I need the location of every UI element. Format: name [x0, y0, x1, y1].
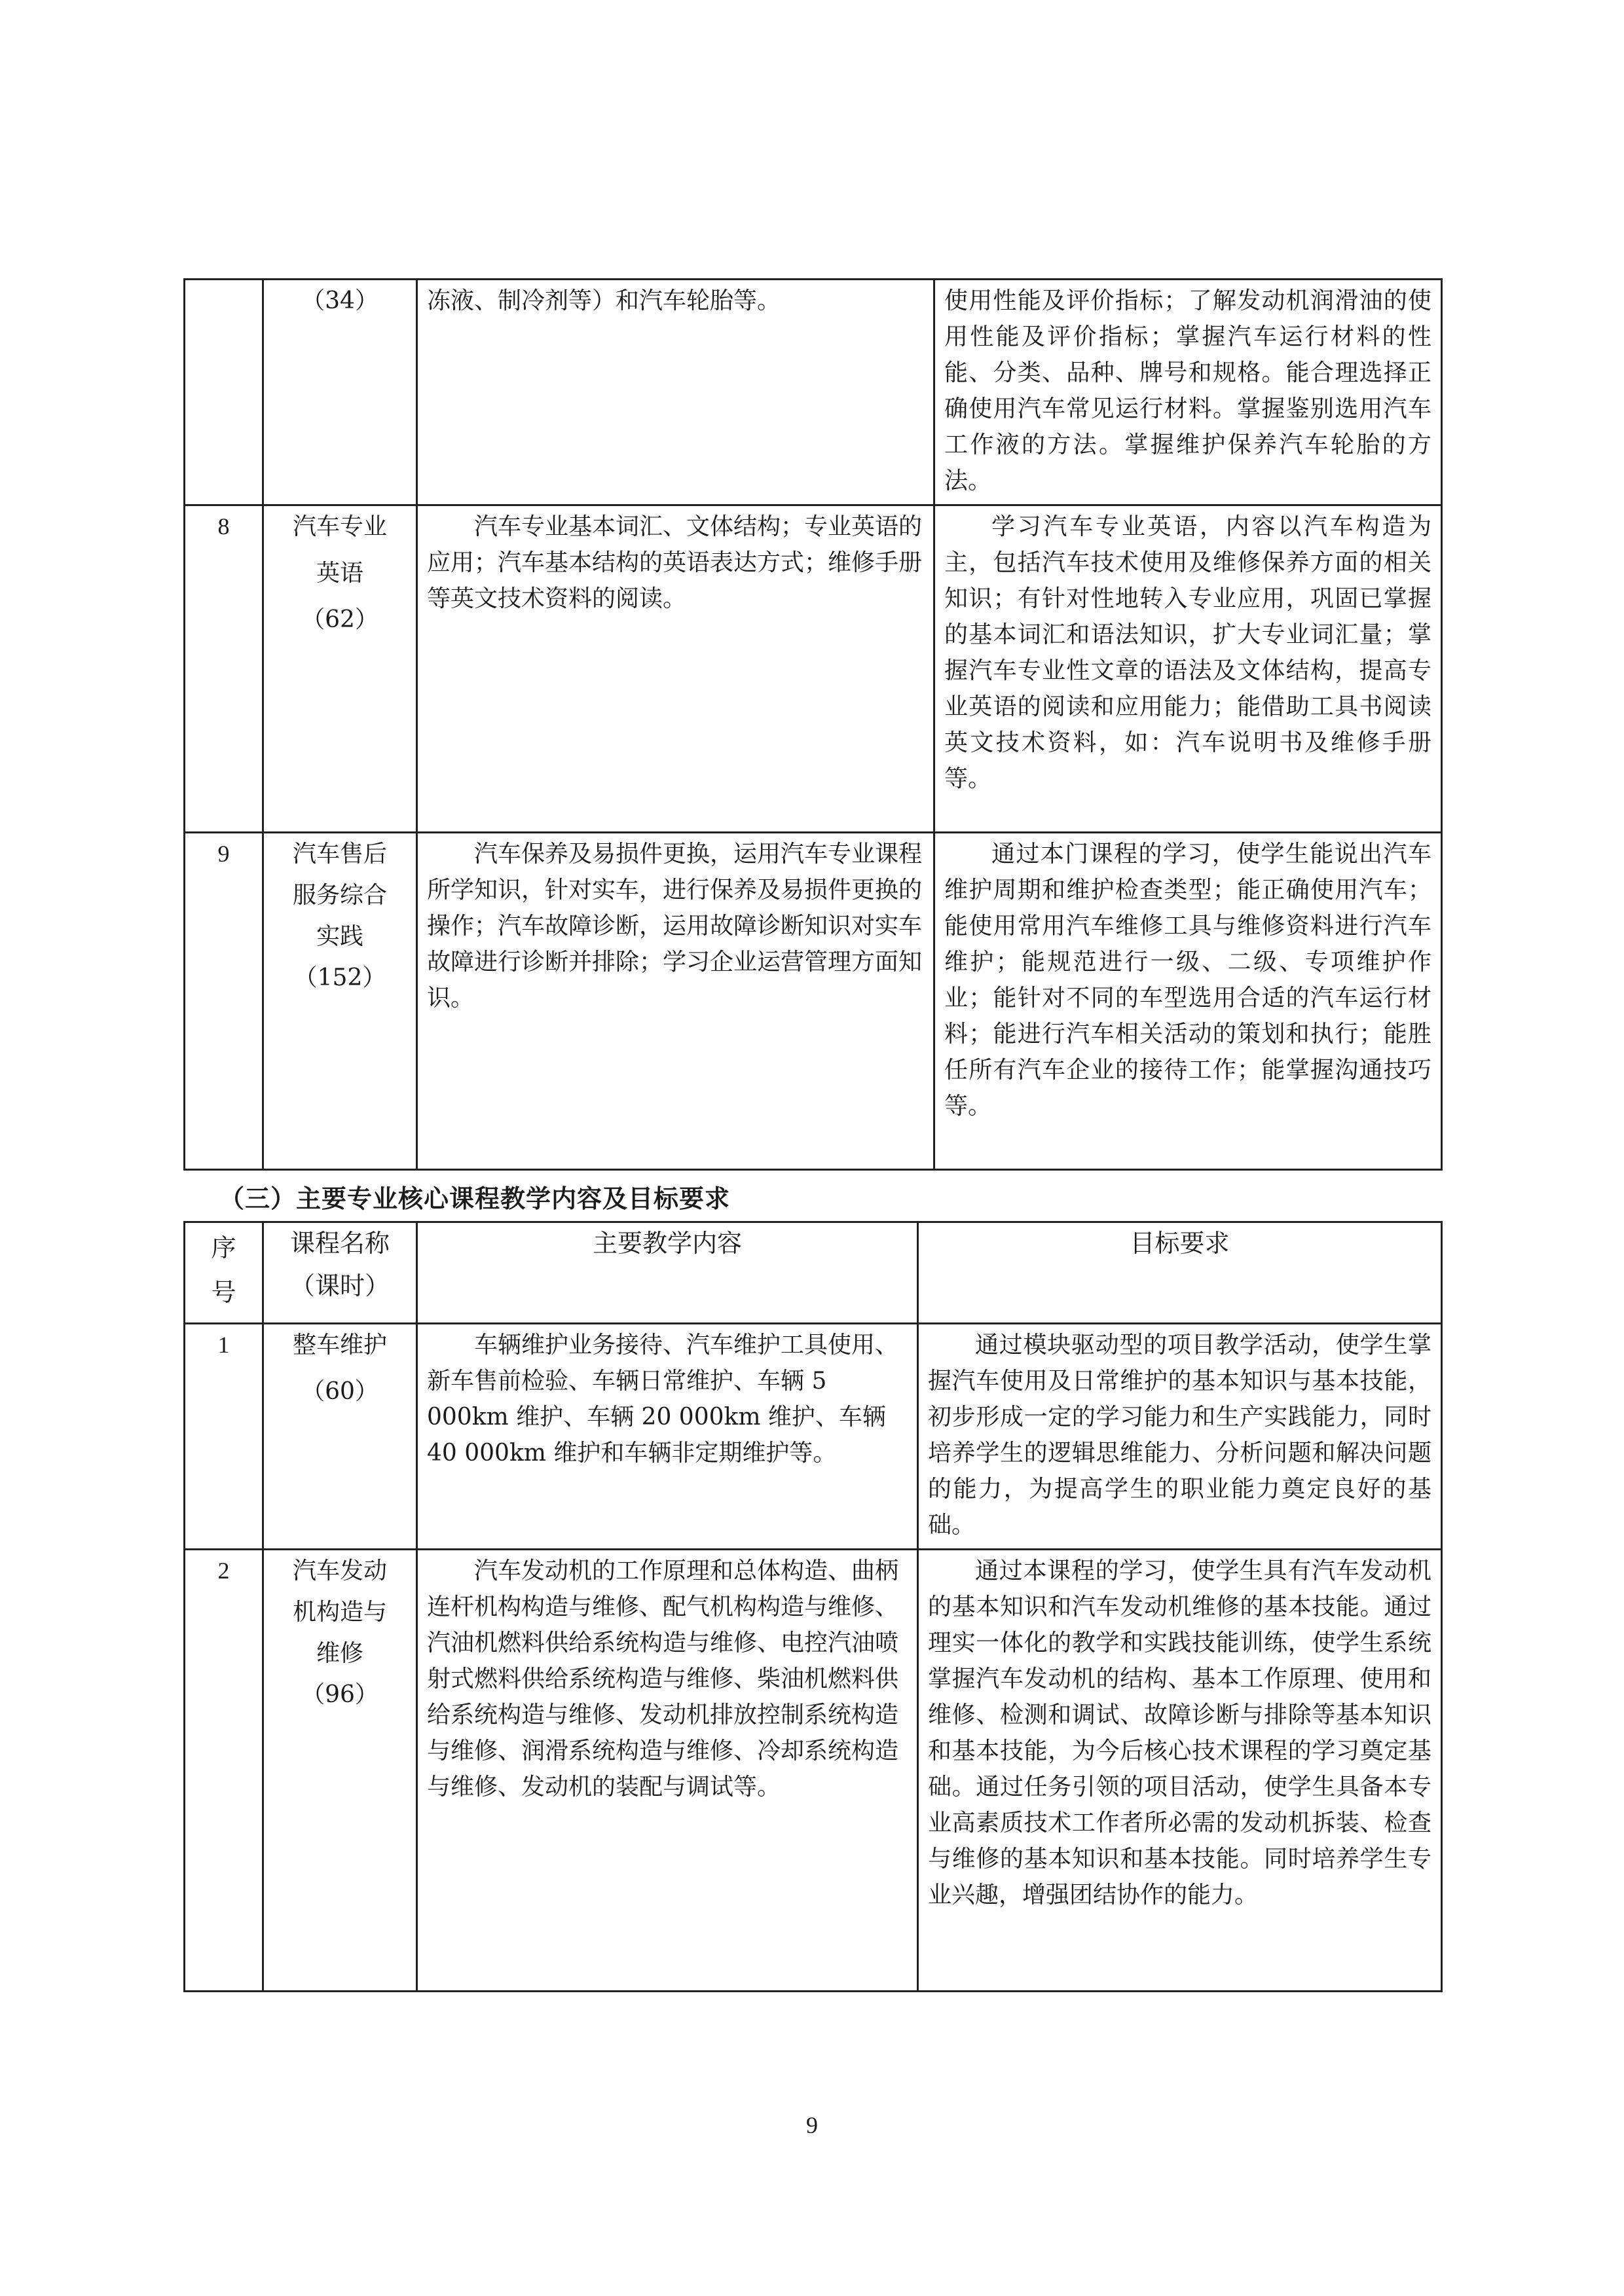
- course-name: [263, 1550, 417, 1992]
- course-name-line: 汽车专业: [292, 513, 387, 540]
- header-target-requirements: 目标要求: [918, 1222, 1442, 1324]
- course-name-line: 英语: [316, 560, 363, 587]
- course-name-line: 汽车售后: [292, 841, 387, 867]
- header-course-name: [263, 1222, 417, 1324]
- header-course-name-line: 课程名称: [289, 1229, 390, 1258]
- course-name-line: 机构造与: [292, 1599, 387, 1626]
- table-row: [185, 505, 1442, 833]
- course-name: [263, 280, 417, 505]
- target-requirements-text: 通过模块驱动型的项目教学活动，使学生掌握汽车使用及日常维护的基本知识与基本技能，初步形成一定的学习能力和生产实践能力，同时培养学生的逻辑思维能力、分析问题和解决问题的能力，为提高学生的职业能力奠定良好的基础。: [928, 1332, 1431, 1539]
- row-number: [185, 280, 263, 505]
- table-row: [185, 280, 1442, 505]
- teaching-content-text: 车辆维护业务接待、汽车维护工具使用、新车售前检验、车辆日常维护、车辆 5 000km 维护、车辆 20 000km 维护、车辆 40 000km 维护和车辆非定期维护等。: [427, 1332, 899, 1467]
- teaching-content: [417, 1324, 918, 1550]
- teaching-content-text: 汽车专业基本词汇、文体结构；专业英语的应用；汽车基本结构的英语表达方式；维修手册等英文技术资料的阅读。: [427, 513, 923, 612]
- row-number: 2: [185, 1550, 263, 1992]
- course-hours: （152）: [293, 964, 386, 991]
- course-name: [263, 833, 417, 1170]
- target-requirements-text: 通过本课程的学习，使学生具有汽车发动机的基本知识和汽车发动机维修的基本技能。通过理实一体化的教学和实践技能训练，使学生系统掌握汽车发动机的结构、基本工作原理、使用和维修、检测和调试、故障诊断与排除等基本知识和基本技能，为今后核心技术课程的学习奠定基础。通过任务引领的项目活动，使学生具备本专业高素质技术工作者所必需的发动机拆装、检查与维修的基本知识和基本技能。同时培养学生专业兴趣，增强团结协作的能力。: [928, 1558, 1431, 1908]
- table-row: [185, 1324, 1442, 1550]
- table-row: [185, 833, 1442, 1170]
- header-teaching-content: 主要教学内容: [417, 1222, 918, 1324]
- course-name: [263, 1324, 417, 1550]
- target-requirements-text: 使用性能及评价指标；了解发动机润滑油的使用性能及评价指标；掌握汽车运行材料的性能、分类、品种、牌号和规格。能合理选择正确使用汽车常见运行材料。掌握鉴别选用汽车工作液的方法。掌握维护保养汽车轮胎的方法。: [944, 287, 1431, 494]
- course-name-line: 整车维护: [292, 1332, 387, 1358]
- table-header-row: [185, 1222, 1442, 1324]
- row-number: 9: [185, 833, 263, 1170]
- target-requirements: [934, 280, 1442, 505]
- teaching-content: [417, 1550, 918, 1992]
- course-name-line: 维修: [316, 1640, 363, 1667]
- table-row: [185, 1550, 1442, 1992]
- course-name-line: 实践: [316, 923, 363, 950]
- teaching-content-text: 汽车发动机的工作原理和总体构造、曲柄连杆机构构造与维修、配气机构构造与维修、汽油机燃料供给系统构造与维修、电控汽油喷射式燃料供给系统构造与维修、柴油机燃料供给系统构造与维修、发动机排放控制系统构造与维修、润滑系统构造与维修、冷却系统构造与维修、发动机的装配与调试等。: [427, 1558, 899, 1800]
- course-hours: （60）: [301, 1378, 378, 1405]
- course-table-continued: [183, 278, 1443, 1171]
- course-name-line: （34）: [301, 287, 378, 314]
- teaching-content-text: 冻液、制冷剂等）和汽车轮胎等。: [427, 287, 781, 314]
- teaching-content: [417, 280, 934, 505]
- target-requirements-text: 学习汽车专业英语，内容以汽车构造为主，包括汽车技术使用及维修保养方面的相关知识；有针对性地转入专业应用，巩固已掌握的基本词汇和语法知识，扩大专业词汇量；掌握汽车专业性文章的语法及文体结构，提高专业英语的阅读和应用能力；能借助工具书阅读英文技术资料，如：汽车说明书及维修手册等。: [944, 513, 1431, 792]
- course-name: [263, 505, 417, 833]
- teaching-content-text: 汽车保养及易损件更换，运用汽车专业课程所学知识，针对实车，进行保养及易损件更换的操作；汽车故障诊断，运用故障诊断知识对实车故障进行诊断并排除；学习企业运营管理方面知识。: [427, 841, 923, 1011]
- row-number: 8: [185, 505, 263, 833]
- page-number: 9: [806, 2112, 818, 2138]
- row-number: 1: [185, 1324, 263, 1550]
- target-requirements: [918, 1324, 1442, 1550]
- header-number-text: 序号: [211, 1233, 236, 1307]
- course-hours: （96）: [301, 1681, 378, 1708]
- header-course-hours: （课时）: [289, 1271, 390, 1300]
- section-heading: （三）主要专业核心课程教学内容及目标要求: [219, 1184, 731, 1213]
- teaching-content: [417, 505, 934, 833]
- target-requirements: [934, 833, 1442, 1170]
- core-course-table: [183, 1221, 1443, 1992]
- course-name-line: 服务综合: [292, 882, 387, 909]
- header-number: [185, 1222, 263, 1324]
- course-name-line: 汽车发动: [292, 1558, 387, 1584]
- target-requirements: [918, 1550, 1442, 1992]
- teaching-content: [417, 833, 934, 1170]
- course-hours: （62）: [301, 606, 378, 633]
- target-requirements-text: 通过本门课程的学习，使学生能说出汽车维护周期和维护检查类型；能正确使用汽车；能使用常用汽车维修工具与维修资料进行汽车维护；能规范进行一级、二级、专项维护作业；能针对不同的车型选用合适的汽车运行材料；能进行汽车相关活动的策划和执行；能胜任所有汽车企业的接待工作；能掌握沟通技巧等。: [944, 841, 1431, 1120]
- target-requirements: [934, 505, 1442, 833]
